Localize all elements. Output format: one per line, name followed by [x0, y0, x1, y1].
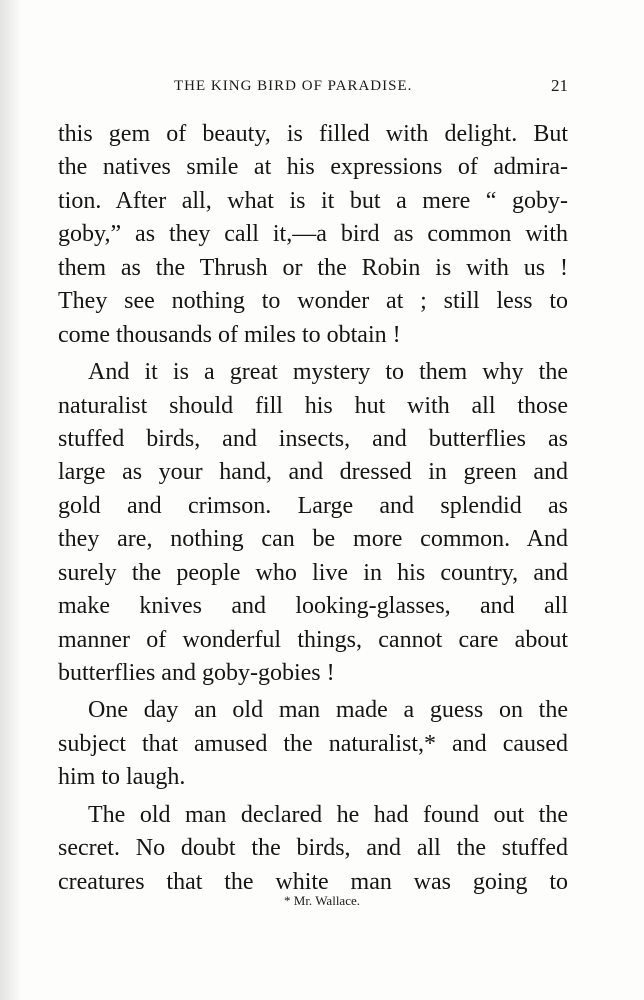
- body-text: [58, 118, 568, 899]
- text-line: goby,” as they call it,—a bird as common with: [58, 221, 568, 248]
- text-line: butterflies and goby-gobies !: [58, 660, 335, 686]
- text-line: And it is a great mystery to them why the: [88, 359, 568, 386]
- text-line: the natives smile at his expressions of admira-: [58, 154, 568, 181]
- text-line: him to laugh.: [58, 764, 186, 791]
- text-line: this gem of beauty, is filled with delight. But: [58, 121, 568, 147]
- running-head: [56, 74, 568, 98]
- text-line: naturalist should fill his hut with all those: [58, 392, 568, 419]
- page-number: 21: [551, 76, 568, 95]
- text-line: One day an old man made a guess on the: [88, 697, 568, 724]
- text-line: subject that amused the naturalist,* and caused: [58, 730, 568, 757]
- footnote: * Mr. Wallace.: [284, 893, 360, 908]
- text-line: come thousands of miles to obtain !: [58, 321, 401, 348]
- text-line: gold and crimson. Large and splendid as: [58, 492, 568, 519]
- text-line: They see nothing to wonder at ; still less to: [58, 288, 568, 315]
- text-line: surely the people who live in his country, and: [58, 559, 568, 586]
- text-line: they are, nothing can be more common. And: [58, 526, 568, 553]
- running-title: THE KING BIRD OF PARADISE.: [174, 78, 413, 94]
- text-line: them as the Thrush or the Robin is with us !: [58, 254, 568, 281]
- text-line: manner of wonderful things, cannot care about: [58, 626, 568, 653]
- text-line: stuffed birds, and insects, and butterflies as: [58, 425, 568, 452]
- text-line: large as your hand, and dressed in green and: [58, 459, 568, 486]
- page-edge-shadow: [0, 0, 22, 1000]
- text-line: creatures that the white man was going to: [58, 868, 568, 895]
- text-line: tion. After all, what is it but a mere “ goby-: [58, 187, 568, 214]
- text-line: make knives and looking-glasses, and all: [58, 593, 568, 620]
- text-line: secret. No doubt the birds, and all the stuffed: [58, 835, 568, 862]
- text-line: The old man declared he had found out the: [88, 801, 568, 828]
